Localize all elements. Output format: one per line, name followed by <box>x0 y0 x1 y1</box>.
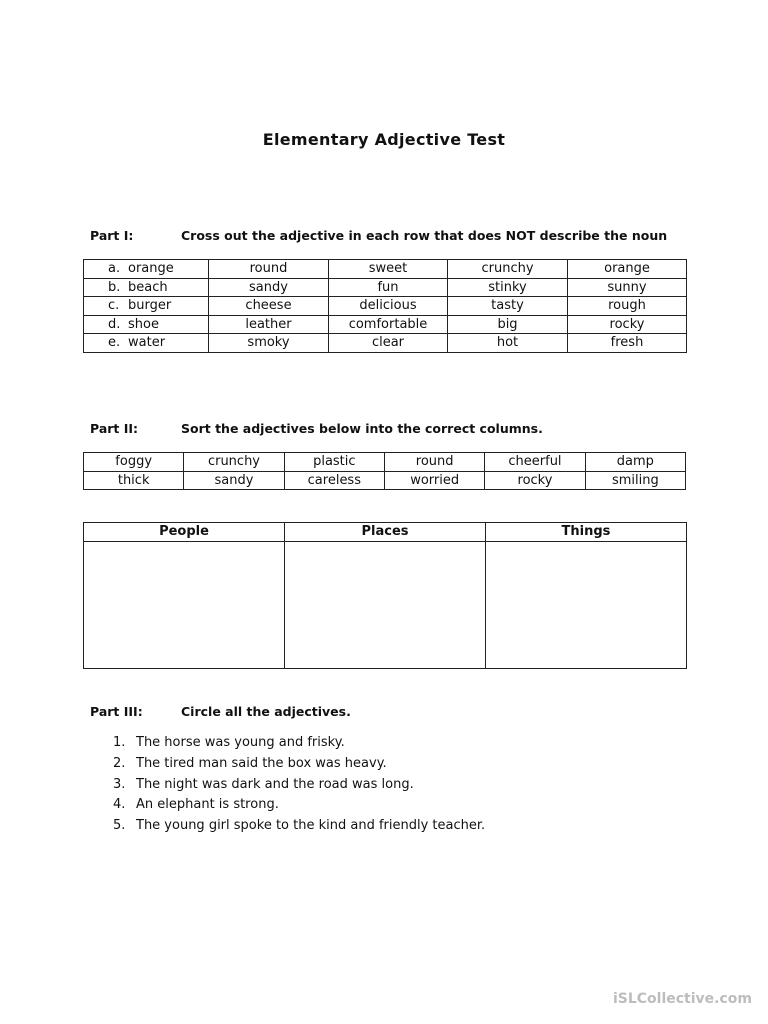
part1-heading <box>90 228 667 243</box>
row-letter: a. <box>108 261 121 276</box>
noun-cell <box>84 297 209 316</box>
part1-row <box>84 260 687 279</box>
adjective-option[interactable]: comfortable <box>329 315 448 334</box>
row-letter: c. <box>108 298 120 314</box>
column-header-places: Places <box>285 523 486 542</box>
sentence-text[interactable]: The young girl spoke to the kind and friendly teacher. <box>136 818 486 834</box>
row-noun: orange <box>128 261 174 276</box>
sentence-item <box>113 754 485 775</box>
adjective-option[interactable]: delicious <box>329 297 448 316</box>
row-noun: water <box>128 335 166 351</box>
adjective-option[interactable]: fresh <box>568 334 687 353</box>
word-bank-item: crunchy <box>184 453 284 472</box>
row-noun: beach <box>128 279 168 295</box>
sentence-list <box>113 733 485 837</box>
sentence-number: 1. <box>113 735 126 750</box>
row-letter: b. <box>108 279 121 295</box>
adjective-option[interactable]: sandy <box>209 278 329 297</box>
sentence-item <box>113 733 485 754</box>
row-letter: e. <box>108 335 121 351</box>
sentence-text[interactable]: An elephant is strong. <box>136 797 279 813</box>
adjective-option[interactable]: orange <box>568 260 687 279</box>
sorting-table <box>83 522 687 669</box>
sentence-text[interactable]: The tired man said the box was heavy. <box>136 755 387 771</box>
part2-heading <box>90 421 543 436</box>
sentence-text[interactable]: The horse was young and frisky. <box>136 735 345 750</box>
word-bank-item: plastic <box>284 453 384 472</box>
word-bank-item: thick <box>84 471 184 490</box>
adjective-option[interactable]: rocky <box>568 315 687 334</box>
sentence-number: 3. <box>113 776 126 792</box>
noun-cell <box>84 334 209 353</box>
row-noun: burger <box>128 298 172 314</box>
adjective-option[interactable]: big <box>448 315 568 334</box>
part2-instruction: Sort the adjectives below into the correct columns. <box>181 421 543 436</box>
word-bank-item: cheerful <box>485 453 585 472</box>
column-header-people: People <box>84 523 285 542</box>
part2-label: Part II: <box>90 421 139 436</box>
part3-heading <box>90 704 351 719</box>
adjective-option[interactable]: tasty <box>448 297 568 316</box>
sentence-item <box>113 816 485 837</box>
watermark: iSLCollective.com <box>612 991 752 1007</box>
page-title: Elementary Adjective Test <box>262 130 506 149</box>
adjective-option[interactable]: crunchy <box>448 260 568 279</box>
adjective-option[interactable]: sunny <box>568 278 687 297</box>
adjective-option[interactable]: clear <box>329 334 448 353</box>
word-bank-row <box>84 471 686 490</box>
adjective-option[interactable]: hot <box>448 334 568 353</box>
word-bank-item: sandy <box>184 471 284 490</box>
part3-instruction: Circle all the adjectives. <box>181 704 351 719</box>
part1-label: Part I: <box>90 228 134 243</box>
word-bank-item: smiling <box>585 471 685 490</box>
sentence-text[interactable]: The night was dark and the road was long. <box>136 776 414 792</box>
sentence-number: 2. <box>113 755 126 771</box>
part1-row <box>84 334 687 353</box>
word-bank-item: careless <box>284 471 384 490</box>
sentence-number: 4. <box>113 797 126 813</box>
adjective-option[interactable]: fun <box>329 278 448 297</box>
adjective-option[interactable]: smoky <box>209 334 329 353</box>
sentence-item <box>113 775 485 796</box>
adjective-option[interactable]: round <box>209 260 329 279</box>
adjective-option[interactable]: leather <box>209 315 329 334</box>
part1-row <box>84 278 687 297</box>
word-bank-row <box>84 453 686 472</box>
people-answer-cell[interactable] <box>84 542 285 669</box>
adjective-option[interactable]: cheese <box>209 297 329 316</box>
word-bank-item: round <box>384 453 484 472</box>
row-noun: shoe <box>128 316 159 332</box>
noun-cell <box>84 315 209 334</box>
adjective-option[interactable]: sweet <box>329 260 448 279</box>
places-answer-cell[interactable] <box>285 542 486 669</box>
word-bank-item: damp <box>585 453 685 472</box>
noun-cell <box>84 278 209 297</box>
row-letter: d. <box>108 316 121 332</box>
things-answer-cell[interactable] <box>486 542 687 669</box>
word-bank-item: foggy <box>84 453 184 472</box>
part1-instruction: Cross out the adjective in each row that does NOT describe the noun <box>181 228 668 243</box>
adjective-option[interactable]: rough <box>568 297 687 316</box>
part1-table <box>83 259 687 353</box>
sentence-item <box>113 795 485 816</box>
word-bank-item: worried <box>384 471 484 490</box>
column-header-things: Things <box>486 523 687 542</box>
sentence-number: 5. <box>113 818 126 834</box>
part3-label: Part III: <box>90 704 143 719</box>
part1-row <box>84 297 687 316</box>
word-bank-item: rocky <box>485 471 585 490</box>
word-bank-table <box>83 452 686 490</box>
part1-row <box>84 315 687 334</box>
noun-cell <box>84 260 209 279</box>
adjective-option[interactable]: stinky <box>448 278 568 297</box>
